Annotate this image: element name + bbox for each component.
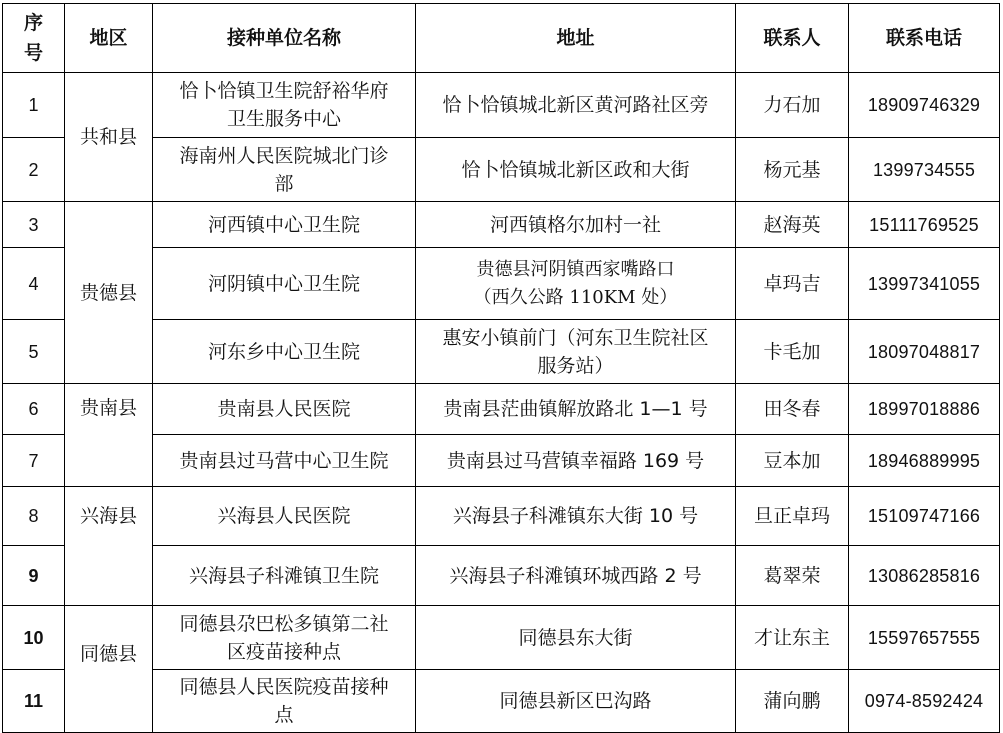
region-cell: 贵德县: [65, 202, 153, 384]
unit-name: 恰卜恰镇卫生院舒裕华府 卫生服务中心: [153, 73, 416, 138]
contact-person: 力石加: [736, 73, 849, 138]
phone-number: 15109747166: [849, 487, 1000, 546]
unit-name: 贵南县过马营中心卫生院: [153, 435, 416, 487]
header-address: 地址: [416, 4, 736, 73]
phone-number: 18909746329: [849, 73, 1000, 138]
contact-person: 才让东主: [736, 606, 849, 670]
address: 贵南县茫曲镇解放路北 1—1 号: [416, 384, 736, 435]
phone-number: 18946889995: [849, 435, 1000, 487]
table-row: [3, 202, 1000, 248]
table-row: [3, 435, 1000, 487]
address: 同德县东大街: [416, 606, 736, 670]
contact-person: 杨元基: [736, 138, 849, 202]
contact-person: 蒲向鹏: [736, 670, 849, 733]
row-number: 5: [3, 320, 65, 384]
contact-person: 卡毛加: [736, 320, 849, 384]
header-row: [3, 4, 1000, 73]
phone-number: 13086285816: [849, 546, 1000, 606]
address: 贵南县过马营镇幸福路 169 号: [416, 435, 736, 487]
address: 贵德县河阴镇西家嘴路口 （西久公路 110KM 处）: [416, 248, 736, 320]
table-row: [3, 248, 1000, 320]
phone-number: 0974-8592424: [849, 670, 1000, 733]
row-number: 3: [3, 202, 65, 248]
unit-name: 兴海县子科滩镇卫生院: [153, 546, 416, 606]
header-unit: 接种单位名称: [153, 4, 416, 73]
address: 兴海县子科滩镇东大街 10 号: [416, 487, 736, 546]
table-row: [3, 384, 1000, 435]
table-row: [3, 73, 1000, 138]
address: 恰卜恰镇城北新区黄河路社区旁: [416, 73, 736, 138]
row-number: 1: [3, 73, 65, 138]
address: 恰卜恰镇城北新区政和大街: [416, 138, 736, 202]
row-number: 9: [3, 546, 65, 606]
row-number: 2: [3, 138, 65, 202]
table-row: [3, 606, 1000, 670]
phone-number: 18997018886: [849, 384, 1000, 435]
address: 同德县新区巴沟路: [416, 670, 736, 733]
phone-number: 13997341055: [849, 248, 1000, 320]
contact-person: 田冬春: [736, 384, 849, 435]
header-contact: 联系人: [736, 4, 849, 73]
region-cell: 兴海县: [65, 487, 153, 606]
contact-person: 赵海英: [736, 202, 849, 248]
phone-number: 1399734555: [849, 138, 1000, 202]
phone-number: 18097048817: [849, 320, 1000, 384]
unit-name: 河西镇中心卫生院: [153, 202, 416, 248]
region-cell: 贵南县: [65, 384, 153, 487]
unit-name: 兴海县人民医院: [153, 487, 416, 546]
unit-name: 同德县人民医院疫苗接种 点: [153, 670, 416, 733]
table-row: [3, 670, 1000, 733]
row-number: 8: [3, 487, 65, 546]
contact-person: 豆本加: [736, 435, 849, 487]
table-row: [3, 320, 1000, 384]
table-row: [3, 546, 1000, 606]
row-number: 4: [3, 248, 65, 320]
region-cell: 同德县: [65, 606, 153, 733]
table-row: [3, 138, 1000, 202]
address: 河西镇格尔加村一社: [416, 202, 736, 248]
contact-person: 葛翠荣: [736, 546, 849, 606]
region-cell: 共和县: [65, 73, 153, 202]
address: 兴海县子科滩镇环城西路 2 号: [416, 546, 736, 606]
unit-name: 河东乡中心卫生院: [153, 320, 416, 384]
unit-name: 海南州人民医院城北门诊 部: [153, 138, 416, 202]
unit-name: 贵南县人民医院: [153, 384, 416, 435]
phone-number: 15111769525: [849, 202, 1000, 248]
vaccination-sites-table: [2, 3, 1000, 733]
row-number: 10: [3, 606, 65, 670]
header-region: 地区: [65, 4, 153, 73]
row-number: 7: [3, 435, 65, 487]
row-number: 11: [3, 670, 65, 733]
contact-person: 卓玛吉: [736, 248, 849, 320]
header-seq: 序 号: [3, 4, 65, 73]
row-number: 6: [3, 384, 65, 435]
table-row: [3, 487, 1000, 546]
phone-number: 15597657555: [849, 606, 1000, 670]
contact-person: 旦正卓玛: [736, 487, 849, 546]
header-phone: 联系电话: [849, 4, 1000, 73]
unit-name: 河阴镇中心卫生院: [153, 248, 416, 320]
unit-name: 同德县尕巴松多镇第二社 区疫苗接种点: [153, 606, 416, 670]
address: 惠安小镇前门（河东卫生院社区 服务站）: [416, 320, 736, 384]
